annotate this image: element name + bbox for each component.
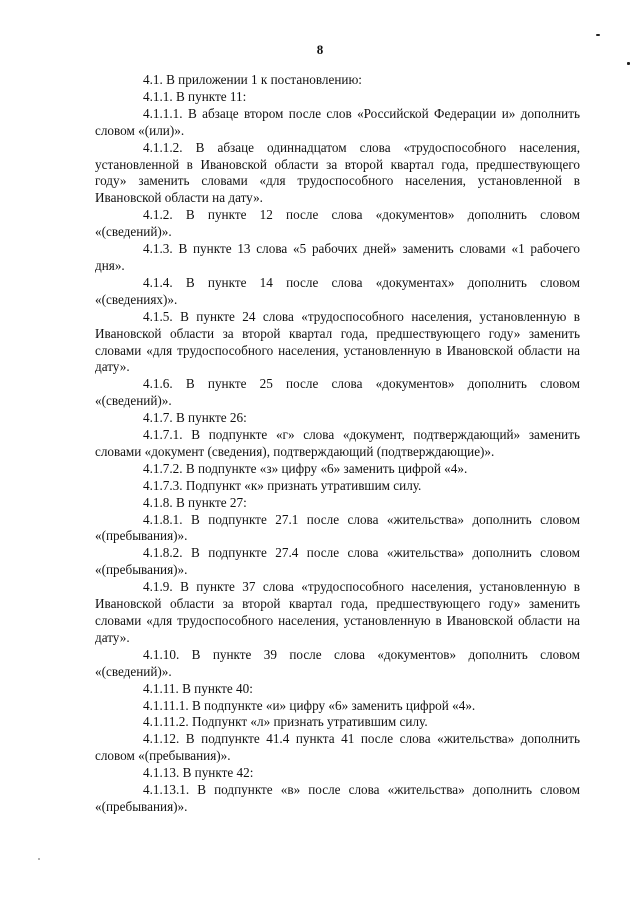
paragraph-4-1-12: 4.1.12. В подпункте 41.4 пункта 41 после слова «жительства» дополнить словом «(пребывания)». [95,731,580,764]
paragraph-4-1-11-1: 4.1.11.1. В подпункте «и» цифру «6» заменить цифрой «4». [143,697,476,713]
paragraph-4-1-2: 4.1.2. В пункте 12 после слова «документов» дополнить словом «(сведений)». [95,207,580,240]
paragraph-4-1-10: 4.1.10. В пункте 39 после слова «документов» дополнить словом «(сведений)». [95,646,580,679]
paragraph-4-1-7: 4.1.7. В пункте 26: [143,410,247,426]
document-body [95,72,580,816]
paragraph-4-1-8: 4.1.8. В пункте 27: [143,494,247,510]
paragraph-4-1-9: 4.1.9. В пункте 37 слова «трудоспособного населения, установленную в Ивановской области за второй квартал года, предшествующего году» заменить словами «для трудоспособного населения, установленную в Ивановской области на дату». [95,579,580,645]
paragraph-4-1-7-3: 4.1.7.3. Подпункт «к» признать утратившим силу. [143,477,422,493]
paragraph-4-1-6: 4.1.6. В пункте 25 после слова «документов» дополнить словом «(сведений)». [95,376,580,409]
paragraph-4-1-7-2: 4.1.7.2. В подпункте «з» цифру «6» заменить цифрой «4». [143,460,468,476]
paragraph-4-1-11-2: 4.1.11.2. Подпункт «л» признать утратившим силу. [143,714,428,730]
paragraph-4-1-1-2: 4.1.1.2. В абзаце одиннадцатом слова «трудоспособного населения, установленной в Ивановской области за второй квартал года, предшествующего году» заменить словами «для трудоспособного населения, установленной в Ивановской области на дату». [95,139,580,206]
scan-speck [38,858,40,860]
paragraph-4-1: 4.1. В приложении 1 к постановлению: [143,72,362,87]
paragraph-4-1-13-1: 4.1.13.1. В подпункте «в» после слова «жительства» дополнить словом «(пребывания)». [95,782,580,814]
scan-speck [596,34,600,36]
paragraph-4-1-8-2: 4.1.8.2. В подпункте 27.4 после слова «жительства» дополнить словом «(пребывания)». [95,545,580,578]
paragraph-4-1-13: 4.1.13. В пункте 42: [143,765,254,781]
paragraph-4-1-4: 4.1.4. В пункте 14 после слова «документах» дополнить словом «(сведениях)». [95,274,580,307]
paragraph-4-1-5: 4.1.5. В пункте 24 слова «трудоспособного населения, установленную в Ивановской области за второй квартал года, предшествующего году» заменить словами «для трудоспособного населения, установленную в Ивановской области на дату». [95,308,580,375]
scan-speck [627,62,630,65]
paragraph-4-1-1-1: 4.1.1.1. В абзаце втором после слов «Российской Федерации и» дополнить словом «(или)». [95,105,580,138]
paragraph-4-1-8-1: 4.1.8.1. В подпункте 27.1 после слова «жительства» дополнить словом «(пребывания)». [95,511,580,544]
paragraph-4-1-11: 4.1.11. В пункте 40: [143,680,253,696]
page-number: 8 [316,42,324,57]
paragraph-4-1-1: 4.1.1. В пункте 11: [143,88,247,104]
paragraph-4-1-3: 4.1.3. В пункте 13 слова «5 рабочих дней» заменить словами «1 рабочего дня». [95,241,580,273]
paragraph-4-1-7-1: 4.1.7.1. В подпункте «г» слова «документ, подтверждающий» заменить словами «документ (сведения), подтверждающий (подтверждающие)». [95,427,580,459]
